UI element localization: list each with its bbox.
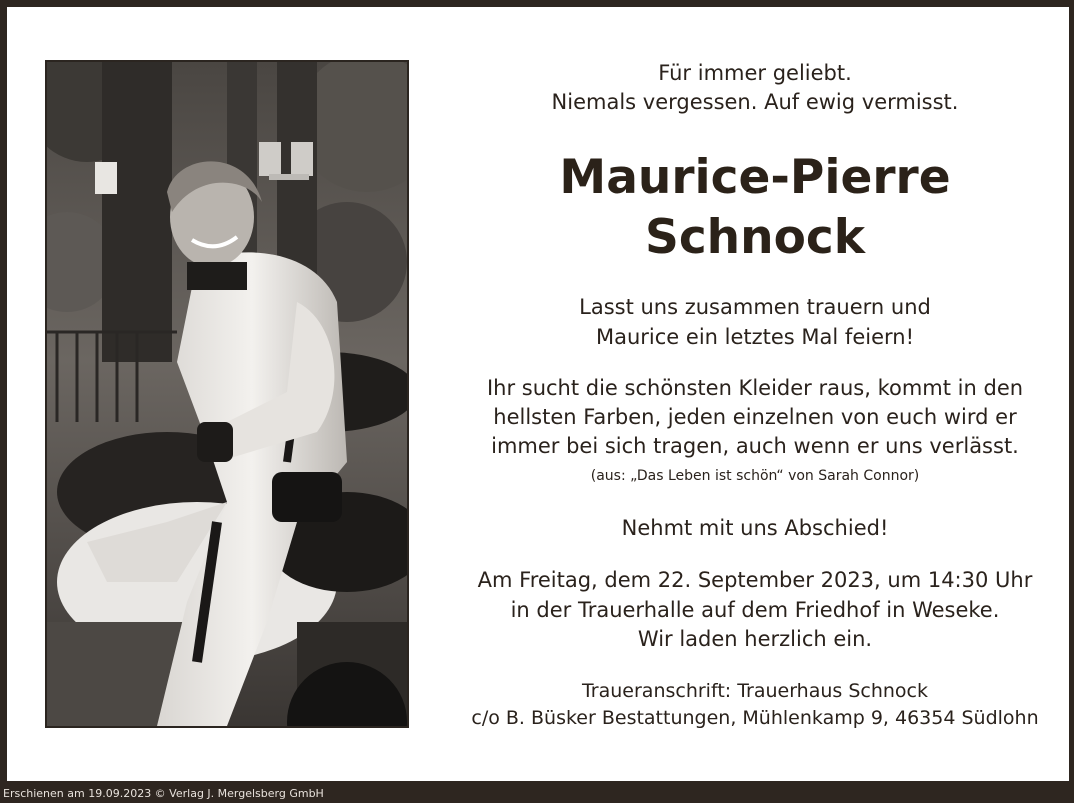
motto-line-2: Niemals vergessen. Auf ewig vermisst. bbox=[551, 90, 959, 114]
ceremony-line-1: Am Freitag, dem 22. September 2023, um 14:30 Uhr bbox=[477, 568, 1033, 592]
deceased-last-name: Schnock bbox=[644, 210, 866, 265]
farewell-line: Nehmt mit uns Abschied! bbox=[621, 516, 889, 540]
deceased-first-name: Maurice-Pierre bbox=[559, 150, 951, 205]
address-line-2: c/o B. Büsker Bestattungen, Mühlenkamp 9, 46354 Südlohn bbox=[471, 707, 1039, 729]
address-line-1: Traueranschrift: Trauerhaus Schnock bbox=[581, 680, 929, 702]
memorial-photo-image bbox=[47, 62, 407, 726]
quote-line-2: hellsten Farben, jeden einzelnen von euch wird er bbox=[493, 405, 1017, 429]
motto-line-1: Für immer geliebt. bbox=[658, 61, 852, 85]
invite-line-1: Lasst uns zusammen trauern und bbox=[579, 295, 931, 319]
obituary-card bbox=[7, 7, 1069, 781]
quote-source: (aus: „Das Leben ist schön“ von Sarah Connor) bbox=[590, 468, 920, 484]
publication-footer: Erschienen am 19.09.2023 © Verlag J. Mergelsberg GmbH bbox=[3, 787, 324, 800]
quote-line-3: immer bei sich tragen, auch wenn er uns verlässt. bbox=[491, 434, 1019, 458]
invite-line-2: Maurice ein letztes Mal feiern! bbox=[596, 325, 914, 349]
ceremony-line-3: Wir laden herzlich ein. bbox=[637, 627, 873, 651]
quote-line-1: Ihr sucht die schönsten Kleider raus, kommt in den bbox=[486, 376, 1024, 400]
memorial-photo bbox=[45, 60, 409, 728]
ceremony-line-2: in der Trauerhalle auf dem Friedhof in Weseke. bbox=[510, 598, 1000, 622]
